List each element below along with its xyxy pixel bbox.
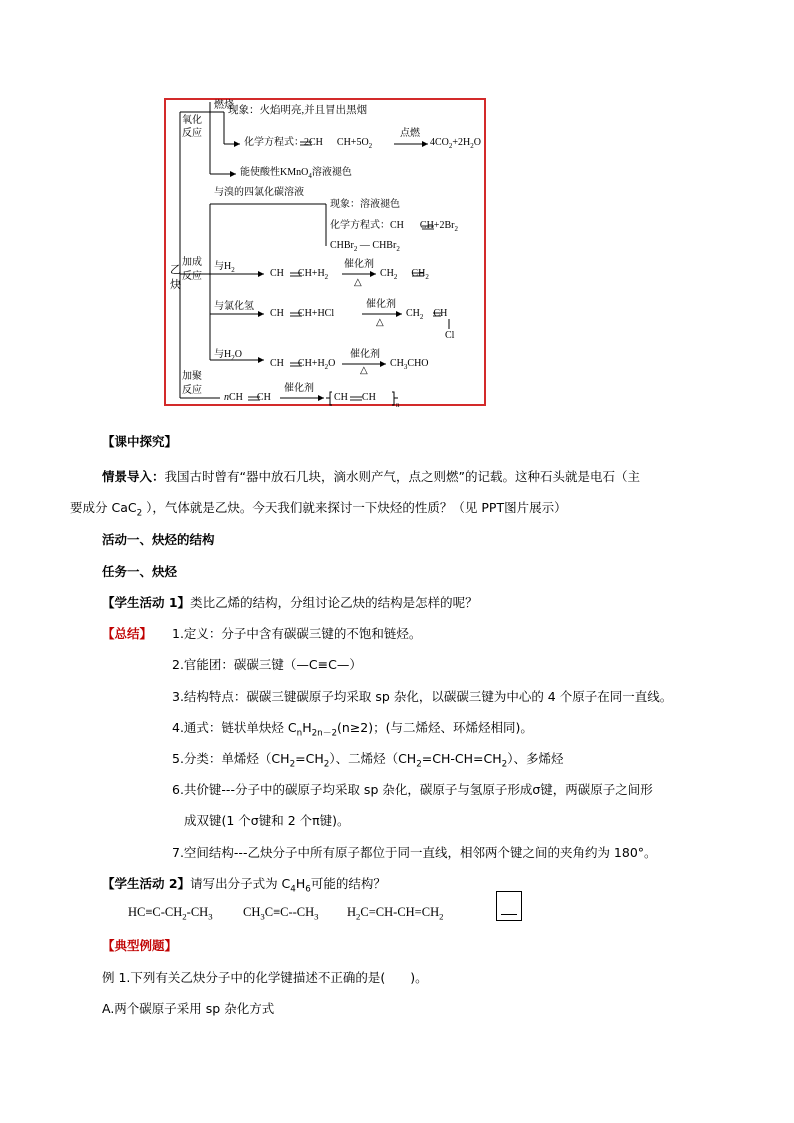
summary-item-3: 3.结构特点：碳碳三键碳原子均采取 sp 杂化，以碳碳三键为中心的 4 个原子在同一直线。 <box>172 689 673 704</box>
example-tag: 【典型例题】 <box>102 938 178 953</box>
h2-product: $CH_2$ $CH_2$ <box>380 268 429 281</box>
intro-line-2: 要成分 CaC$_2$ ），气体就是乙炔。今天我们就来探讨一下炔烃的性质？（见 PPT图片展示） <box>70 500 567 519</box>
section-title: 【课中探究】 <box>102 434 178 449</box>
burn-equation: 化学方程式：2CH $CH+5O_2$ <box>244 137 373 150</box>
summary-item-1: 1.定义：分子中含有碳碳三键的不饱和链烃。 <box>172 626 422 641</box>
polymer-product: CH CH <box>334 392 376 403</box>
root-label-1: 乙 <box>170 264 181 276</box>
summary-item-7: 7.空间结构---乙炔分子中所有原子都位于同一直线，相邻两个键之间的夹角约为 180°。 <box>172 845 657 860</box>
polymer-label-2: 反应 <box>182 385 202 396</box>
task1-title: 任务一、炔烃 <box>102 564 178 579</box>
structure-2: $CH_3C\equiv C--CH_3$ <box>243 905 319 922</box>
hcl-branch-label: 与氯化氢 <box>214 301 254 312</box>
br-product: CHBr$_2$ — CHBr$_2$ <box>330 240 400 253</box>
polymer-label-1: 加聚 <box>182 371 202 382</box>
h2o-catalyst: 催化剂 <box>350 349 380 360</box>
summary-item-4: 4.通式：链状单炔烃 $C_nH_{2n-2}(n\ge 2)$；(与二烯烃、环烯烃相同)。 <box>172 720 533 739</box>
hcl-catalyst: 催化剂 <box>366 299 396 310</box>
burn-condition: 点燃 <box>400 128 420 139</box>
h2-branch-label: 与$H_2$ <box>214 261 235 274</box>
h2o-branch-label: 与$H_2O$ <box>214 349 242 362</box>
intro-line-1: 情景导入：我国古时曾有“器中放石几块，滴水则产气，点之则燃”的记载。这种石头就是电石（主 <box>102 469 640 484</box>
example-1: 例 1.下列有关乙炔分子中的化学键描述不正确的是( )。 <box>102 970 428 985</box>
h2o-equation: CH $CH+H_2O$ <box>270 358 336 371</box>
addition-label-1: 加成 <box>182 257 202 268</box>
student-activity-2: 【学生活动 2】请写出分子式为 $C_4H_6$可能的结构？ <box>102 876 386 895</box>
acetylene-reaction-diagram <box>164 98 486 409</box>
h2-heat: △ <box>354 277 362 288</box>
h2-equation: CH $CH+H_2$ <box>270 268 329 281</box>
hcl-equation: CH CH+HCl <box>270 308 335 319</box>
hcl-heat: △ <box>376 317 384 328</box>
structure-3: $H_2C=CH-CH=CH_2$ <box>347 905 444 922</box>
burn-label: 燃烧 <box>214 100 234 111</box>
option-a: A.两个碳原子采用 sp 杂化方式 <box>102 1001 275 1016</box>
summary-tag: 【总结】 <box>102 626 153 641</box>
cyclobutene-structure <box>496 891 522 921</box>
br-phenomenon: 现象：溶液褪色 <box>330 199 400 210</box>
summary-item-6: 6.共价键---分子中的碳原子均采取 sp 杂化，碳原子与氢原子形成σ键，两碳原子之间形 <box>172 782 653 797</box>
burn-phenomenon: 现象：火焰明亮,并且冒出黑烟 <box>228 105 368 116</box>
summary-item-2: 2.官能团：碳碳三键（—C≡C—） <box>172 657 362 672</box>
h2o-product: $CH_3CHO$ <box>390 358 429 371</box>
oxidation-label-2: 反应 <box>182 128 202 139</box>
polymer-catalyst: 催化剂 <box>284 383 314 394</box>
kmno4-text: 能使酸性KMnO$_4$溶液褪色 <box>240 167 352 180</box>
polymer-n: n <box>396 401 400 409</box>
h2o-heat: △ <box>360 365 368 376</box>
activity1-title: 活动一、炔烃的结构 <box>102 532 215 547</box>
student-activity-1: 【学生活动 1】类比乙烯的结构，分组讨论乙炔的结构是怎样的呢？ <box>102 595 478 610</box>
structure-1: $HC\equiv C-CH_2-CH_3$ <box>128 905 213 922</box>
burn-product: $4CO_2+2H_2O$ <box>430 137 482 150</box>
summary-item-6-cont: 成双键(1 个σ键和 2 个π键)。 <box>184 813 350 828</box>
summary-item-5: 5.分类：单烯烃$(CH_2=CH_2)$、二烯烃$(CH_2=CH-CH=CH_2)$、多烯烃 <box>172 751 564 770</box>
addition-label-2: 反应 <box>182 271 202 282</box>
br-equation: 化学方程式：CH $CH+2Br_2$ <box>330 220 458 233</box>
h2-catalyst: 催化剂 <box>344 259 374 270</box>
oxidation-label-1: 氧化 <box>182 115 202 126</box>
br-branch-label: 与溴的四氯化碳溶液 <box>214 187 304 198</box>
hcl-product: $CH_2$ CH <box>406 308 448 321</box>
hcl-chlorine: Cl <box>445 330 455 341</box>
polymer-equation: nCH CH <box>224 392 271 403</box>
root-label-2: 炔 <box>170 279 181 291</box>
